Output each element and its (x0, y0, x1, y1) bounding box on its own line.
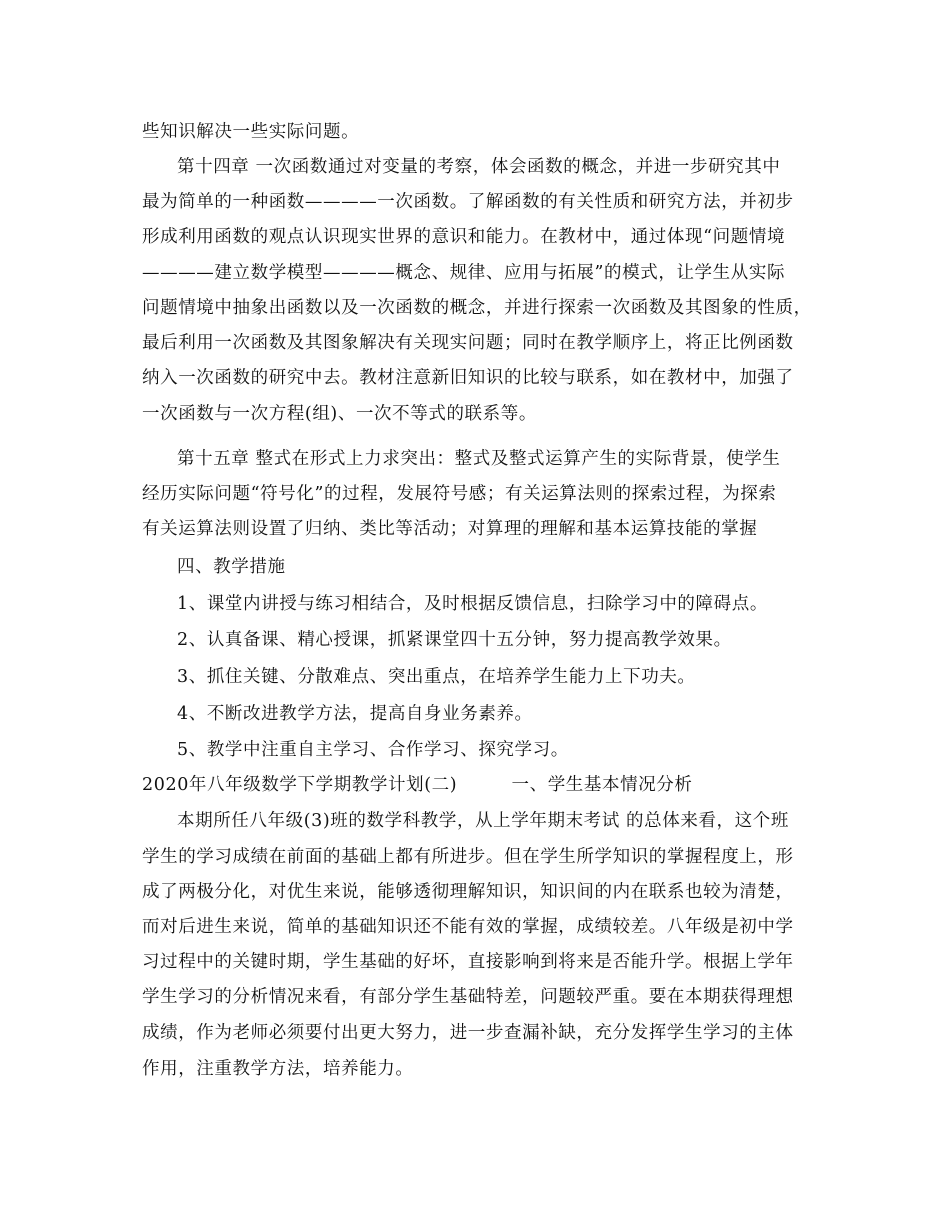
text-line: 最后利用一次函数及其图象解决有关现实问题；同时在教学顺序上，将正比例函数 (142, 333, 794, 353)
list-item: 2、认真备课、精心授课，抓紧课堂四十五分钟，努力提高教学效果。 (177, 630, 732, 650)
text-line: 习过程中的关键时期，学生基础的好坏，直接影响到将来是否能升学。根据上学年 (142, 952, 794, 972)
text-line: 成了两极分化，对优生来说，能够透彻理解知识，知识间的内在联系也较为清楚， (142, 882, 794, 902)
text-line: 最为简单的一种函数————一次函数。了解函数的有关性质和研究方法，并初步 (142, 192, 794, 212)
text-line: 学生学习的分析情况来看，有部分学生基础特差，问题较严重。要在本期获得理想 (142, 987, 794, 1007)
text-line: 作用，注重教学方法，培养能力。 (142, 1059, 414, 1079)
text-line: 经历实际问题“符号化”的过程，发展符号感；有关运算法则的探索过程，为探索 (142, 484, 777, 504)
document-title: 2020年八年级数学下学期教学计划(二) 一、学生基本情况分析 (142, 775, 693, 795)
text-line: 学生的学习成绩在前面的基础上都有所进步。但在学生所学知识的掌握程度上，形 (142, 847, 794, 867)
text-line: 问题情境中抽象出函数以及一次函数的概念，并进行探索一次函数及其图象的性质， (142, 298, 812, 318)
text-line: 本期所任八年级(3)班的数学科教学，从上学年期末考试 的总体来看，这个班 (177, 811, 789, 831)
text-line: 些知识解决一些实际问题。 (142, 122, 360, 142)
list-item: 4、不断改进教学方法，提高自身业务素养。 (177, 704, 533, 724)
text-line: 有关运算法则设置了归纳、类比等活动；对算理的理解和基本运算技能的掌握 (142, 519, 758, 539)
list-item: 1、课堂内讲授与练习相结合，及时根据反馈信息，扫除学习中的障碍点。 (177, 594, 768, 614)
section-heading: 四、教学措施 (177, 557, 286, 577)
text-line: 第十五章 整式在形式上力求突出：整式及整式运算产生的实际背景，使学生 (177, 449, 781, 469)
text-line: 纳入一次函数的研究中去。教材注意新旧知识的比较与联系，如在教材中，加强了 (142, 368, 794, 388)
text-line: 而对后进生来说，简单的基础知识还不能有效的掌握，成绩较差。八年级是初中学 (142, 917, 794, 937)
text-line: 第十四章 一次函数通过对变量的考察，体会函数的概念，并进一步研究其中 (177, 157, 781, 177)
list-item: 3、抓住关键、分散难点、突出重点，在培养学生能力上下功夫。 (177, 667, 696, 687)
list-item: 5、教学中注重自主学习、合作学习、探究学习。 (177, 740, 569, 760)
text-line: 一次函数与一次方程(组)、一次不等式的联系等。 (142, 404, 537, 424)
text-line: 成绩，作为老师必须要付出更大努力，进一步查漏补缺，充分发挥学生学习的主体 (142, 1023, 794, 1043)
text-line: 形成利用函数的观点认识现实世界的意识和能力。在教材中，通过体现“问题情境 (142, 227, 786, 247)
text-line: ————建立数学模型————概念、规律、应用与拓展”的模式，让学生从实际 (142, 263, 786, 283)
